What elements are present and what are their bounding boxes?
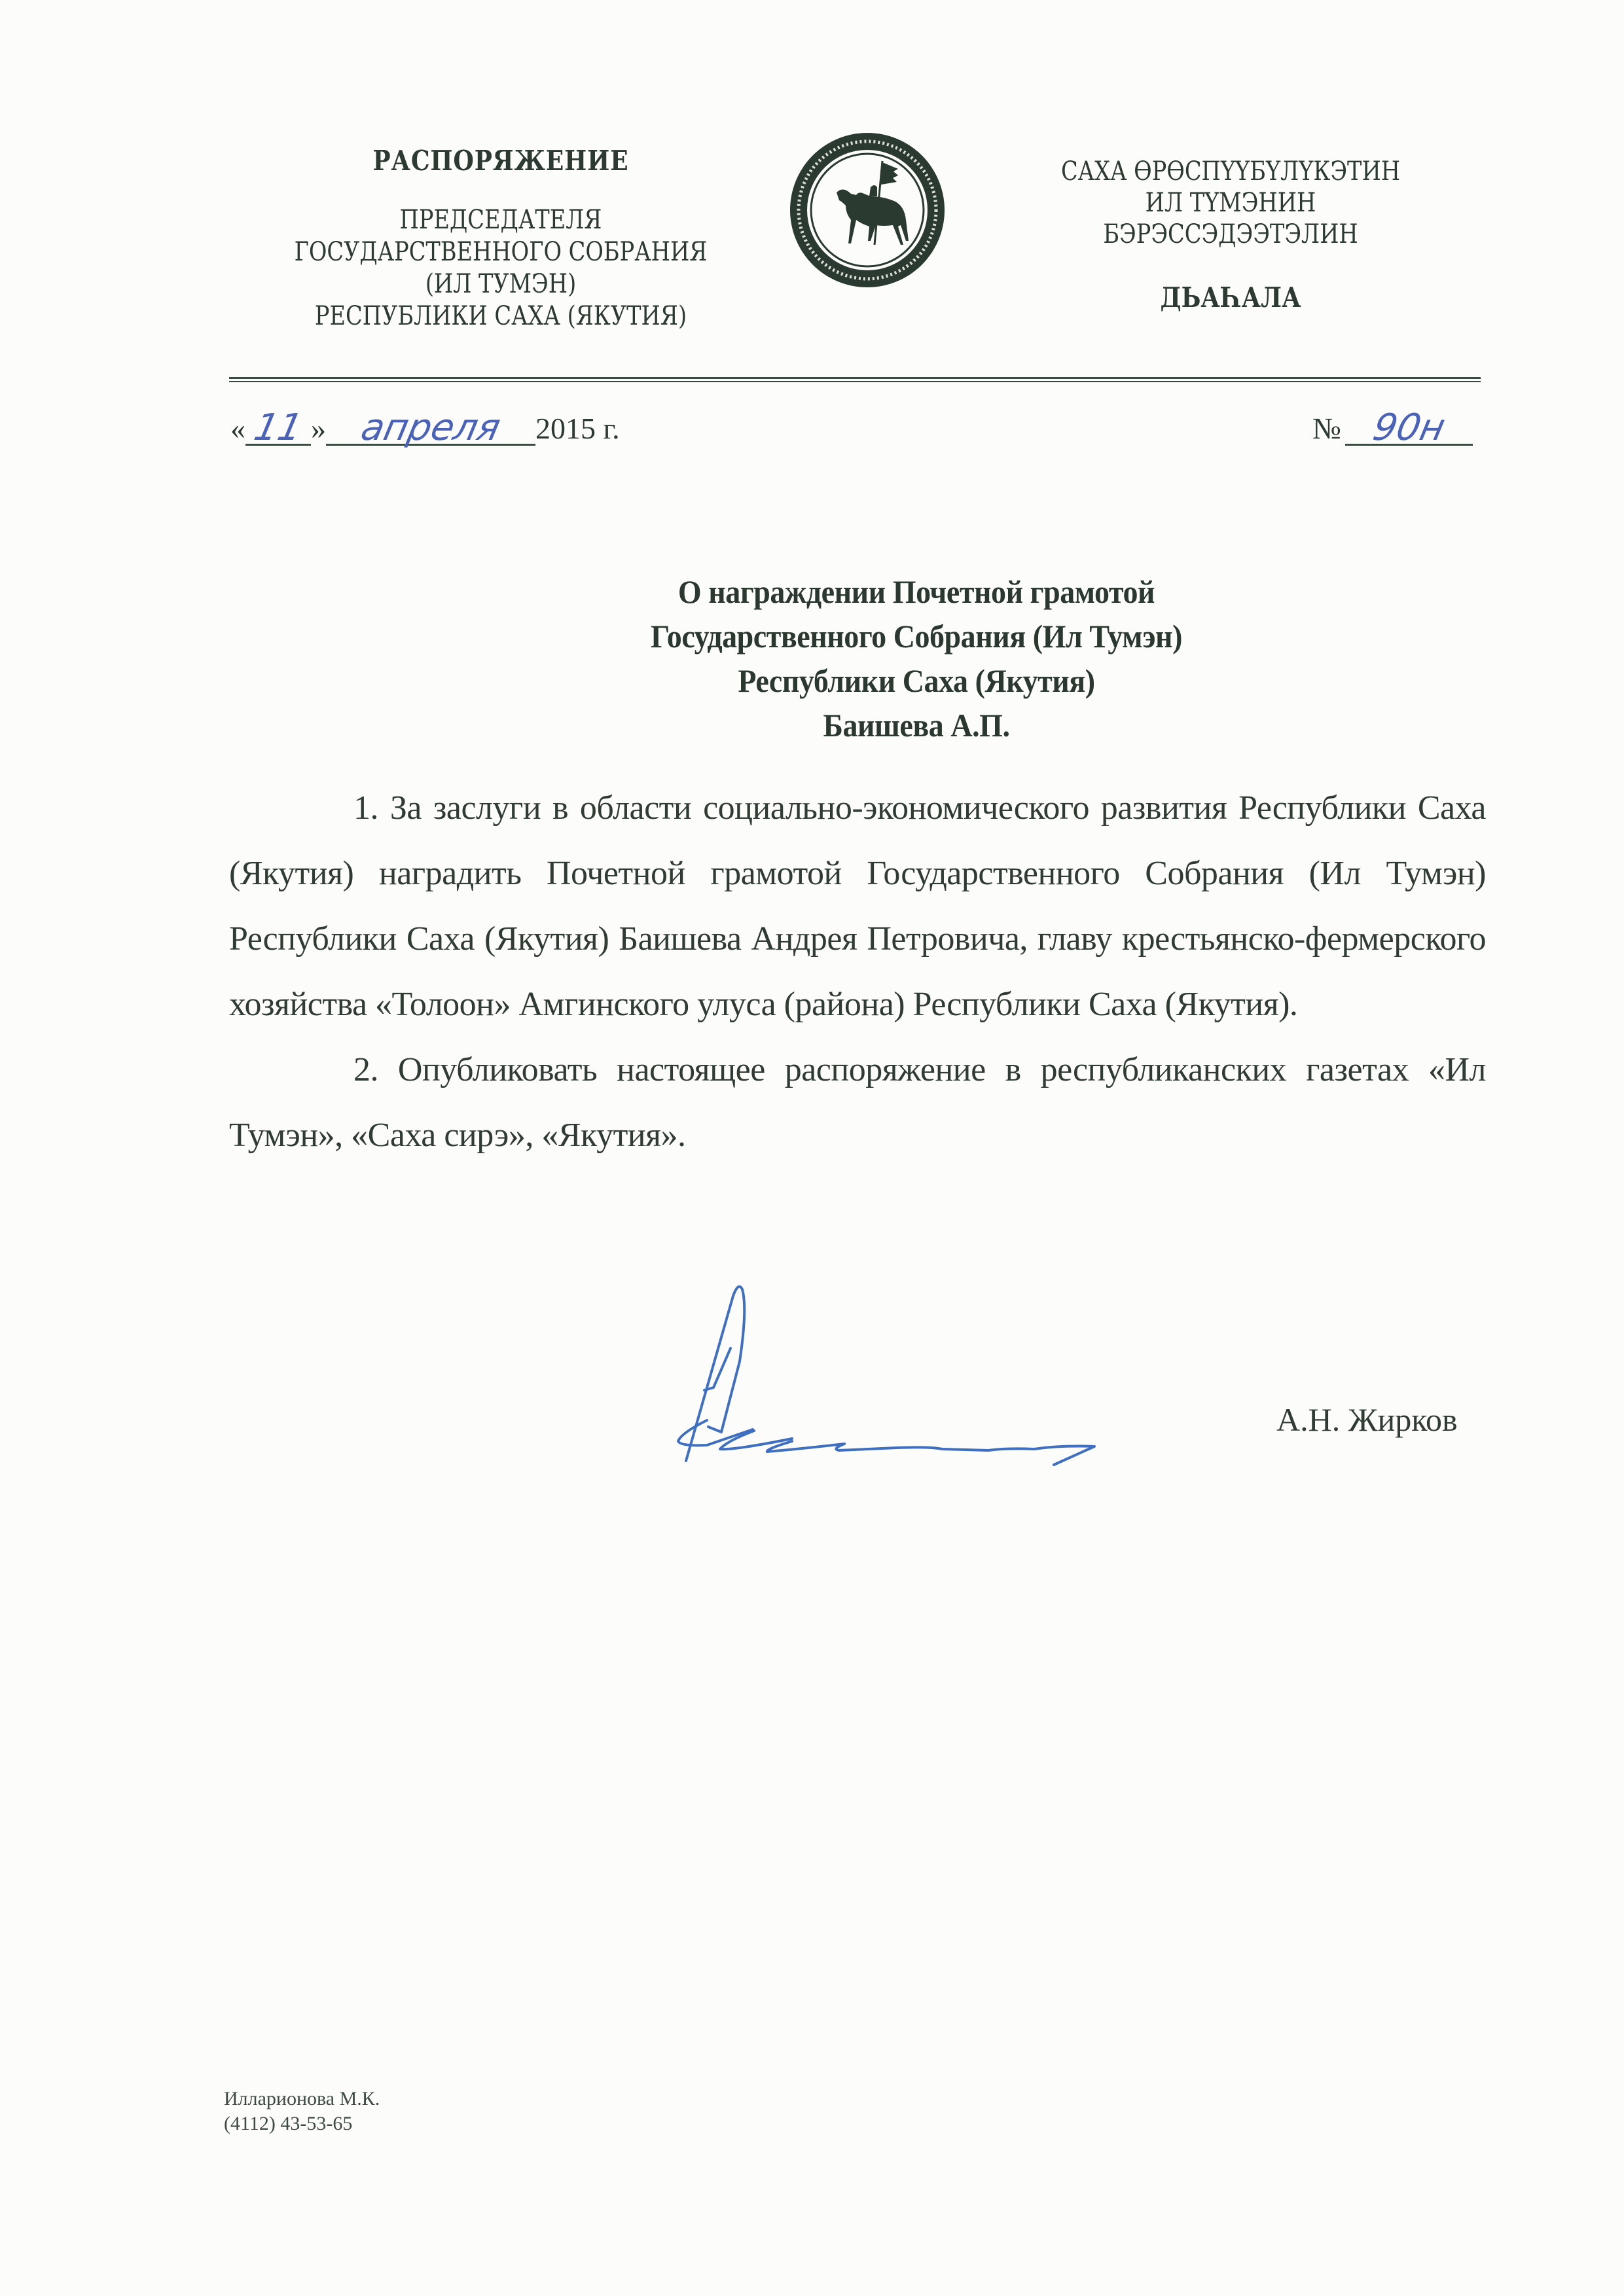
document-type-title: РАСПОРЯЖЕНИЕ bbox=[372, 145, 629, 177]
title-line: О награждении Почетной грамотой bbox=[677, 573, 1155, 610]
date-day-handwritten: 11 bbox=[250, 406, 306, 449]
header-right-block bbox=[969, 156, 1492, 316]
issuer-line-sakha: САХА ӨРӨСПҮҮБҮЛҮКЭТИН bbox=[1060, 156, 1401, 187]
issuer-lines-sakha bbox=[1011, 156, 1451, 250]
header-divider bbox=[229, 377, 1481, 379]
date-line bbox=[230, 406, 620, 449]
executor-phone: (4112) 43-53-65 bbox=[224, 2113, 353, 2134]
date-day-field bbox=[245, 406, 311, 449]
title-line: Республики Саха (Якутия) bbox=[738, 662, 1095, 699]
handwritten-signature-icon bbox=[668, 1270, 1100, 1466]
header-divider bbox=[229, 381, 1481, 382]
issuer-line: ПРЕДСЕДАТЕЛЯ bbox=[399, 205, 602, 235]
executor-info bbox=[224, 2087, 380, 2136]
date-year: 2015 г. bbox=[535, 412, 620, 445]
title-line: Государственного Собрания (Ил Тумэн) bbox=[651, 618, 1182, 655]
issuer-line: РЕСПУБЛИКИ САХА (ЯКУТИЯ) bbox=[314, 301, 687, 331]
title-line: Баишева А.П. bbox=[823, 707, 1010, 744]
number-handwritten: 90н bbox=[1369, 406, 1449, 449]
number-sign: № bbox=[1312, 412, 1341, 445]
executor-name: Илларионова М.К. bbox=[224, 2088, 380, 2109]
date-open-quote: « bbox=[230, 412, 245, 445]
document-number bbox=[1312, 406, 1473, 449]
body-paragraph: 2. Опубликовать настоящее распоряжение в республиканских газетах «Ил Тумэн», «Саха сирэ», «Якутия». bbox=[229, 1051, 1486, 1154]
number-field bbox=[1345, 406, 1473, 449]
body-paragraph: 1. За заслуги в области социально-экономического развития Республики Саха (Якутия) наградить Почетной грамотой Государственного Собрания (Ил Тумэн) Республики Саха (Якутия) Баишева Андрея Петровича, главу крестьянско-фермерского хозяйства «Толоон» Амгинского улуса (района) Республики Саха (Якутия). bbox=[229, 789, 1486, 1023]
sakha-republic-emblem-icon bbox=[785, 128, 949, 292]
document-type-title-sakha: ДЬАҺАЛА bbox=[1160, 281, 1301, 314]
issuer-line-sakha: БЭРЭССЭДЭЭТЭЛИН bbox=[1103, 219, 1358, 249]
document-title bbox=[393, 569, 1440, 747]
document-body bbox=[229, 776, 1486, 1168]
issuer-lines bbox=[267, 204, 734, 332]
date-month-handwritten: апреля bbox=[357, 406, 505, 449]
date-month-field bbox=[326, 406, 535, 449]
issuer-line: (ИЛ ТУМЭН) bbox=[425, 269, 577, 299]
issuer-line: ГОСУДАРСТВЕННОГО СОБРАНИЯ bbox=[294, 237, 708, 267]
issuer-line-sakha: ИЛ ТҮМЭНИН bbox=[1145, 188, 1316, 218]
signer-name: А.Н. Жирков bbox=[1276, 1401, 1458, 1438]
header-left-block bbox=[223, 143, 779, 332]
date-close-quote: » bbox=[311, 412, 326, 445]
